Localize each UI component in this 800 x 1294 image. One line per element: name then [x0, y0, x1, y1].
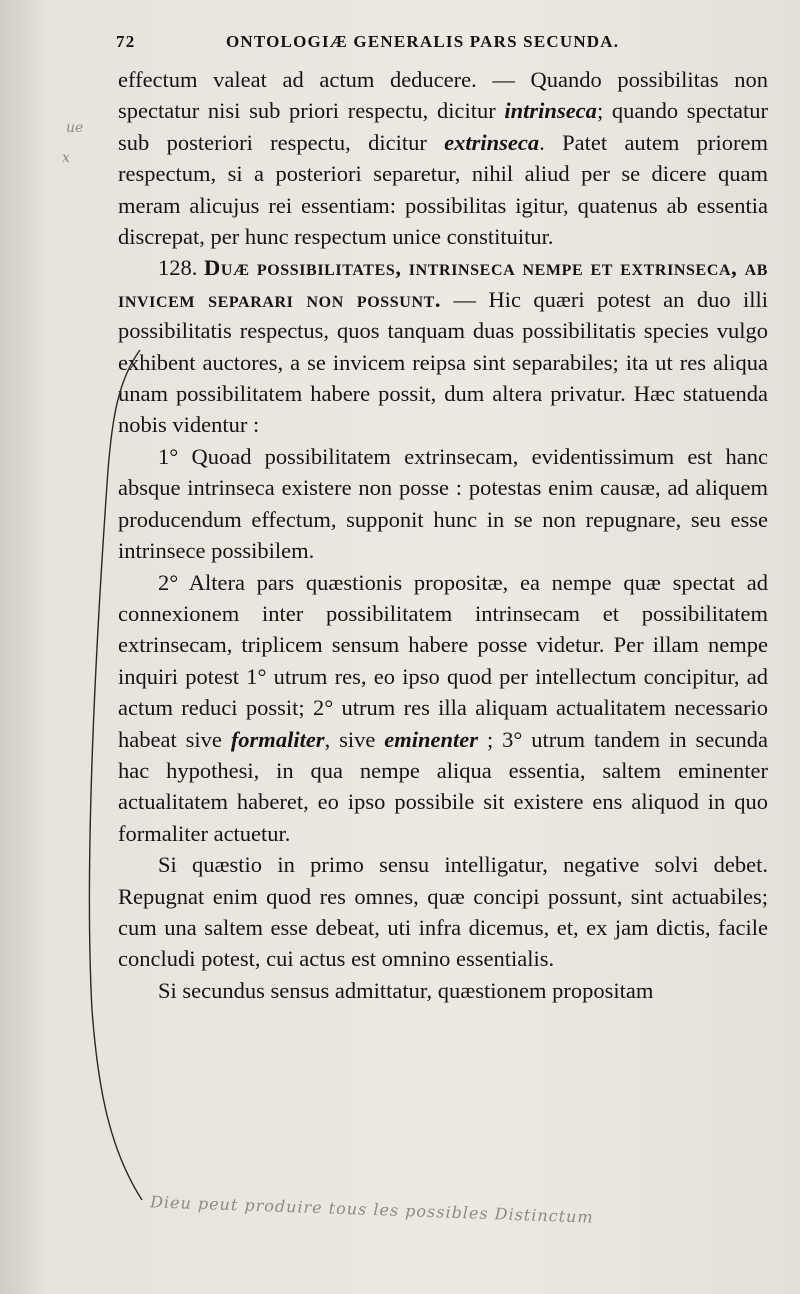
italic-term: eminenter [384, 726, 479, 752]
text-run: — Hic quæri potest an duo illi possibilitatis respectus, quos tanquam duas possibilitatis species vulgo exhibent auctores, a se invicem reipsa sint separabiles; ita ut res aliqua unam possibilitatem habere possit, dum altera privatur. Hæc statuenda nobis videntur : [118, 286, 768, 438]
page-number: 72 [116, 32, 136, 51]
handwritten-margin-note: ue [66, 120, 84, 136]
text-run: Si quæstio in primo sensu intelligatur, negative solvi debet. Repugnat enim quod res omnes, quæ concipi possunt, sint actuabiles; cum una saltem esse debeat, uti infra dicemus, et, ex jam dictis, facile concludi potest, cui actus est omnino essentialis. [118, 852, 768, 972]
text-run: . Patet autem priorem respectum, si a posteriori separetur, nihil aliud per se dicere quam meram alicujus rei essentiam: possibilitas igitur, quatenus ab essentia discrepat, per hunc respectum unice constituitur. [118, 129, 768, 250]
italic-term: intrinseca [504, 98, 597, 124]
text-run: 128. [158, 255, 204, 281]
text-run: ; 3° utrum tandem in secunda hac hypothesi, in qua nempe aliqua essentia, saltem eminenter actualitatem haberet, eo ipso possibile sit existere ens aliquod in quo formaliter actuetur. [118, 726, 768, 846]
text-run: 1° Quoad possibilitatem extrinsecam, evidentissimum est hanc absque intrinseca existere non posse : potestas enim causæ, ad aliquem producendum effectum, supponit hunc in se non repugnare, seu esse intrinsece possibilem. [118, 443, 768, 564]
handwritten-margin-note: x [62, 150, 70, 166]
text-run: , sive [324, 726, 385, 752]
italic-term: formaliter [230, 726, 325, 752]
italic-term: extrinseca [444, 129, 540, 155]
text-run: 2° Altera pars quæstionis propositæ, ea nempe quæ spectat ad connexionem inter possibilitatem intrinsecam et possibilitatem extrinsecam, triplicem sensum habere posse videtur. Per illam nempe inquiri potest 1° utrum res, eo ipso quod per intellectum concipitur, ad actum reduci possit; 2° utrum res illa aliquam actualitatem necessario habeat sive [118, 569, 768, 752]
text-run: Si secundus sensus admittatur, quæstionem propositam [158, 977, 654, 1003]
text-run: ; quando spectatur sub posteriori respectu, dicitur [118, 98, 769, 155]
section-heading: Duæ possibilitates, intrinseca nempe et extrinseca, ab invicem separari non possunt. [118, 255, 769, 312]
text-run: effectum valeat ad actum deducere. — Quando possibilitas non spectatur nisi sub priori respectu, dicitur [118, 67, 768, 124]
running-title: ONTOLOGIÆ GENERALIS PARS SECUNDA. [226, 32, 620, 51]
handwritten-bottom-note: Dieu peut produire tous les possibles Distinctum [149, 1192, 594, 1227]
